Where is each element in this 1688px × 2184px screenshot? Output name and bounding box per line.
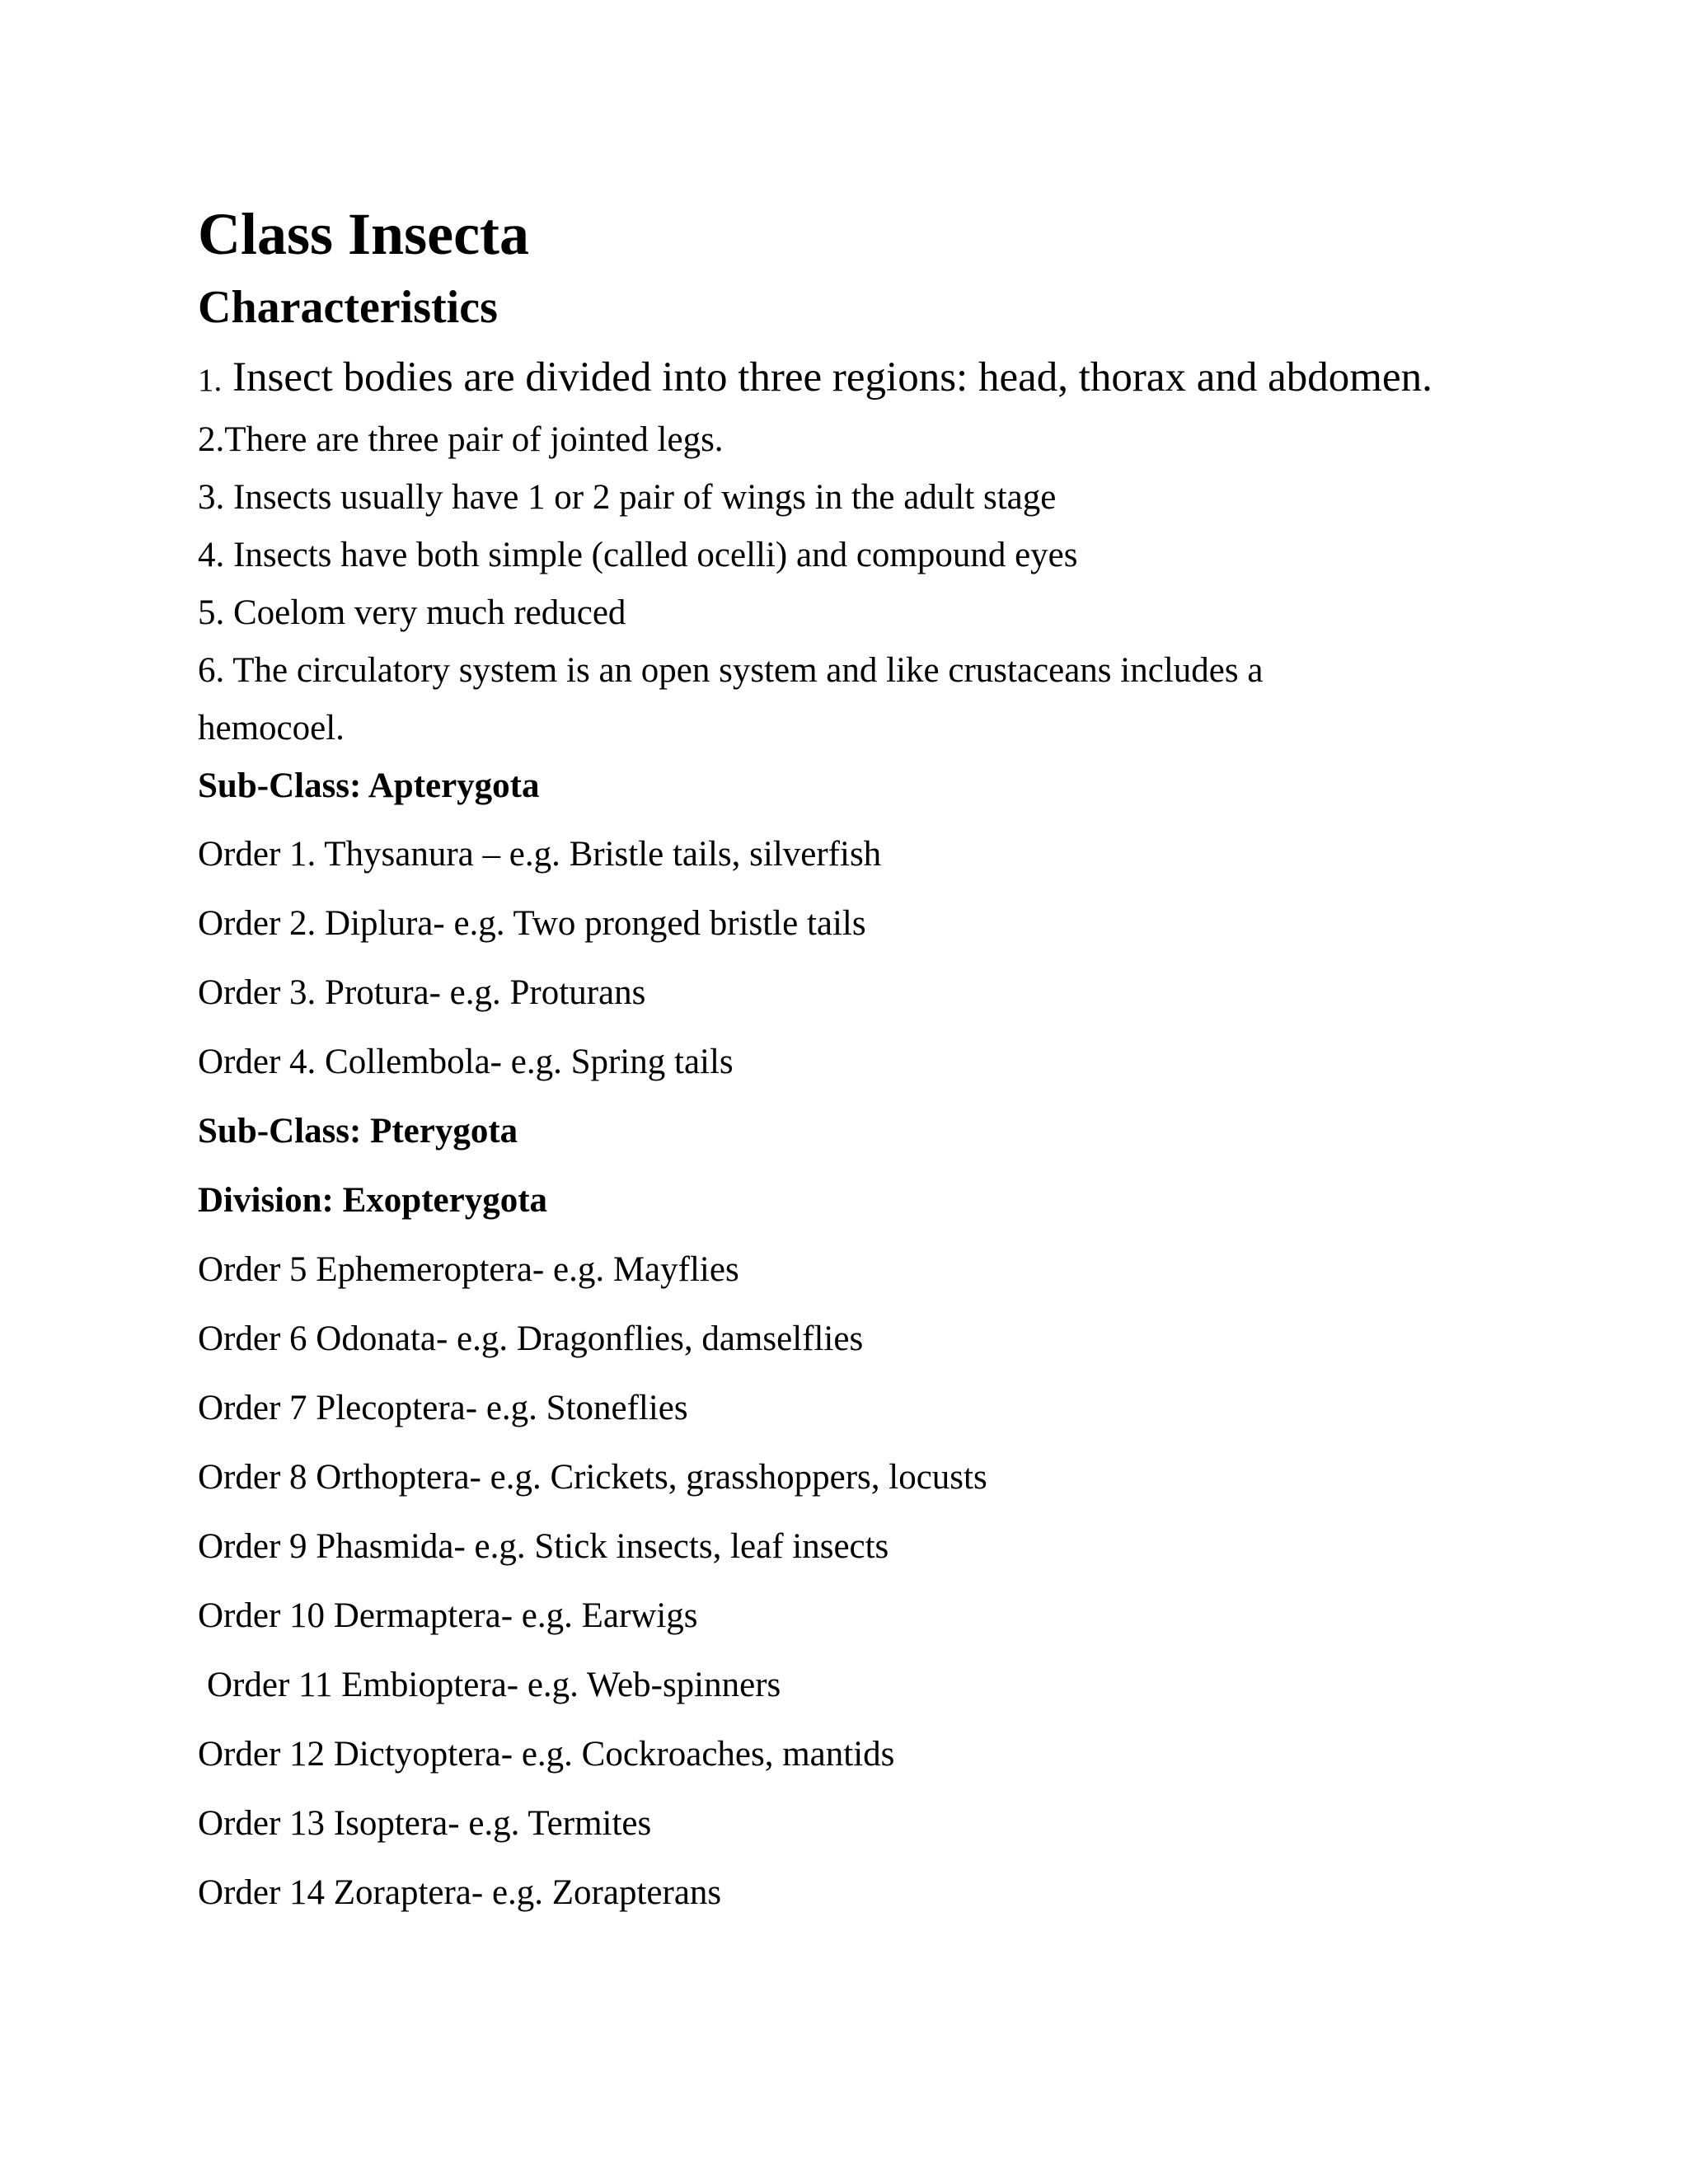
- page-title: Class Insecta: [198, 201, 530, 267]
- subclass-apterygota-heading: Sub-Class: Apterygota: [198, 766, 540, 805]
- order-2: Order 2. Diplura- e.g. Two pronged bristle tails: [198, 904, 866, 943]
- division-exopterygota-heading: Division: Exopterygota: [198, 1181, 548, 1220]
- section-heading-characteristics: Characteristics: [198, 282, 498, 333]
- order-7: Order 7 Plecoptera- e.g. Stoneflies: [198, 1389, 688, 1427]
- order-3: Order 3. Protura- e.g. Proturans: [198, 973, 646, 1012]
- order-8: Order 8 Orthoptera- e.g. Crickets, grasshoppers, locusts: [198, 1458, 987, 1497]
- characteristic-1-text: Insect bodies are divided into three regions: head, thorax and abdomen.: [222, 354, 1432, 401]
- characteristic-5: 5. Coelom very much reduced: [198, 593, 626, 632]
- characteristic-1: [198, 354, 1432, 401]
- order-9: Order 9 Phasmida- e.g. Stick insects, leaf insects: [198, 1527, 889, 1566]
- order-6: Order 6 Odonata- e.g. Dragonflies, damselflies: [198, 1319, 864, 1358]
- characteristic-6-continuation: hemocoel.: [198, 709, 345, 748]
- order-10: Order 10 Dermaptera- e.g. Earwigs: [198, 1596, 698, 1635]
- characteristic-6: 6. The circulatory system is an open system and like crustaceans includes a: [198, 651, 1264, 690]
- subclass-pterygota-heading: Sub-Class: Pterygota: [198, 1112, 518, 1151]
- order-5: Order 5 Ephemeroptera- e.g. Mayflies: [198, 1250, 739, 1289]
- characteristic-2: 2.There are three pair of jointed legs.: [198, 420, 724, 459]
- order-11: Order 11 Embioptera- e.g. Web-spinners: [207, 1666, 781, 1704]
- characteristic-4: 4. Insects have both simple (called ocelli) and compound eyes: [198, 536, 1078, 574]
- order-13: Order 13 Isoptera- e.g. Termites: [198, 1804, 652, 1843]
- order-14: Order 14 Zoraptera- e.g. Zorapterans: [198, 1873, 722, 1912]
- order-4: Order 4. Collembola- e.g. Spring tails: [198, 1043, 734, 1081]
- characteristic-1-number: 1.: [198, 363, 223, 398]
- characteristic-3: 3. Insects usually have 1 or 2 pair of wings in the adult stage: [198, 478, 1057, 517]
- order-12: Order 12 Dictyoptera- e.g. Cockroaches, mantids: [198, 1735, 895, 1774]
- order-1: Order 1. Thysanura – e.g. Bristle tails, silverfish: [198, 835, 882, 874]
